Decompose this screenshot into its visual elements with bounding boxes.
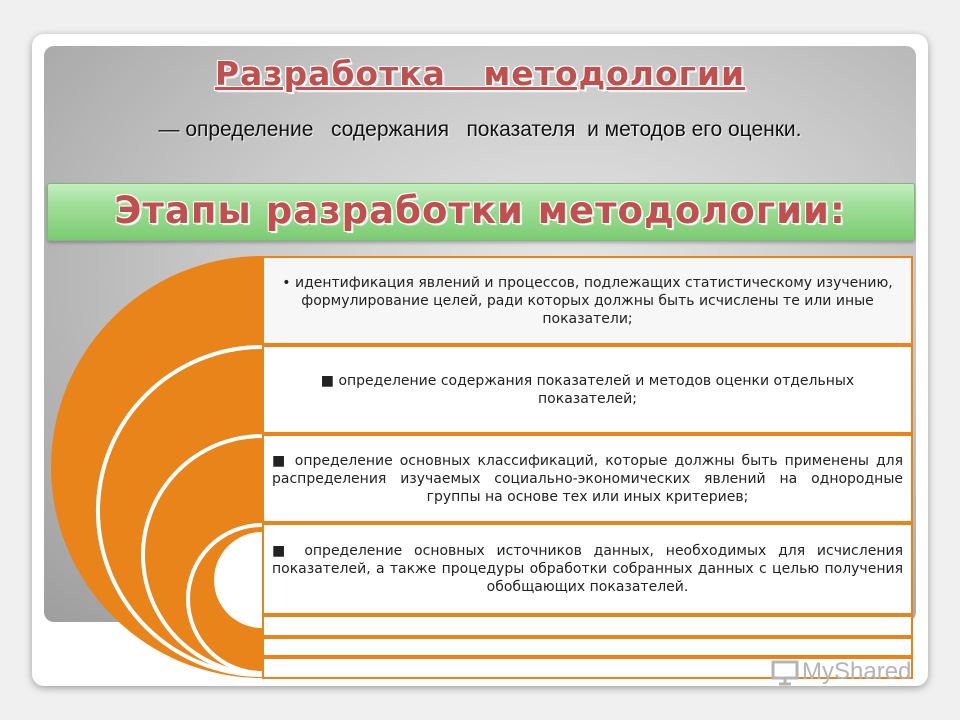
watermark-brand-my: My — [802, 658, 834, 685]
stage-box-4 — [262, 523, 913, 615]
stage-text-3: ■ определение основных классификаций, которые должны быть применены для распределения изучаемых социально-экономических явлений на однородные группы на основе тех или иных критериев; — [272, 452, 903, 505]
slide-title: Разработка методологии — [214, 54, 746, 93]
stage-box-1 — [262, 256, 913, 345]
stage-text-4: ■ определение основных источников данных, необходимых для исчисления показателей, а также процедуры обработки собранных данных с целью получения обобщающих показателей. — [272, 543, 903, 595]
slide-subtitle: — определение содержания показателя и методов его оценки. — [158, 118, 802, 141]
presentation-logo-icon — [770, 658, 802, 686]
stage-box-3 — [262, 434, 913, 523]
banner-title: Этапы разработки методологии: — [114, 189, 846, 232]
stage-text-2: ■ определение содержания показателей и методов оценки отдельных показателей; — [320, 372, 855, 407]
stage-text-1: • идентификация явлений и процессов, подлежащих статистическому изучению, формулирование целей, ради которых должны быть исчислены те или иные показатели; — [282, 274, 893, 327]
watermark-logo — [770, 657, 911, 687]
empty-box-6 — [262, 637, 913, 657]
watermark-brand-shared: Shared — [834, 658, 912, 685]
empty-box-5 — [262, 615, 913, 637]
stage-box-2 — [262, 345, 913, 434]
